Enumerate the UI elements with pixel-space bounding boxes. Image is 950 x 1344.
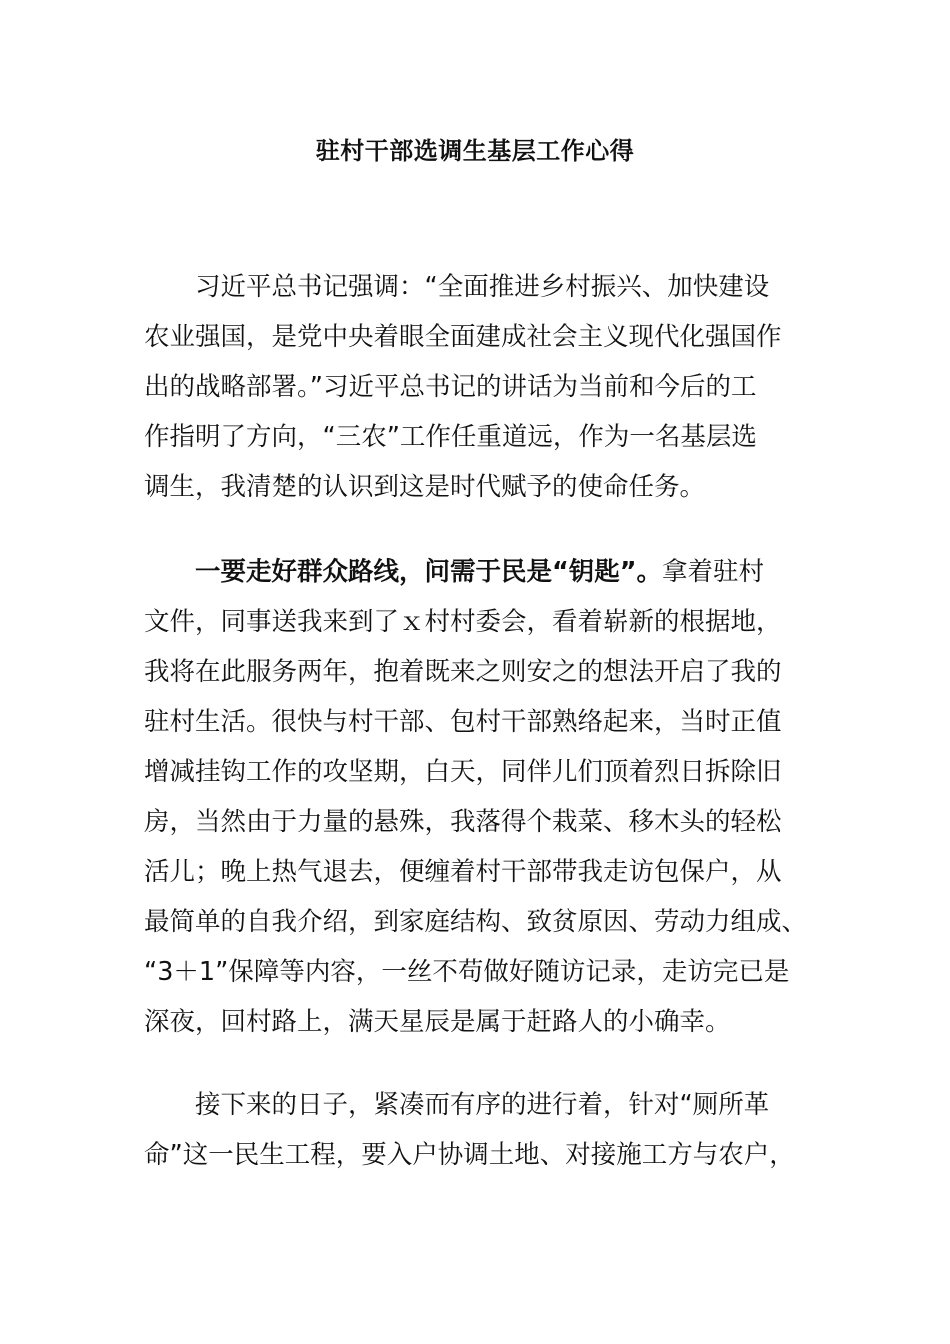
- paragraph-line: 文件，同事送我来到了ｘ村村委会，看着崭新的根据地，: [144, 607, 782, 637]
- paragraph-line: 调生，我清楚的认识到这是时代赋予的使命任务。: [144, 472, 706, 502]
- paragraph-line: 房，当然由于力量的悬殊，我落得个栽菜、移木头的轻松: [144, 807, 782, 837]
- paragraph-line: 命”这一民生工程，要入户协调土地、对接施工方与农户，: [144, 1140, 795, 1170]
- paragraph-line: 活儿；晚上热气退去，便缠着村干部带我走访包保户，从: [144, 857, 782, 887]
- document-title: 驻村干部选调生基层工作心得: [315, 137, 635, 165]
- paragraph-line: 作指明了方向，“三农”工作任重道远，作为一名基层选: [144, 422, 757, 452]
- section-heading: 一要走好群众路线，问需于民是“钥匙”。: [195, 557, 663, 587]
- paragraph-line: “3＋1”保障等内容，一丝不苟做好随访记录，走访完已是: [144, 957, 790, 987]
- paragraph-line: 出的战略部署。”习近平总书记的讲话为当前和今后的工: [144, 372, 757, 402]
- paragraph-3: [144, 1080, 814, 1180]
- paragraph-line: 接下来的日子，紧凑而有序的进行着，针对“厕所革: [195, 1090, 770, 1120]
- paragraph-line-rest: 拿着驻村: [662, 557, 765, 587]
- paragraph-line: 深夜，回村路上，满天星辰是属于赶路人的小确幸。: [144, 1007, 731, 1037]
- paragraph-line: 驻村生活。很快与村干部、包村干部熟络起来，当时正值: [144, 707, 782, 737]
- paragraph-line: 习近平总书记强调：“全面推进乡村振兴、加快建设: [195, 272, 770, 302]
- paragraph-1: [144, 262, 814, 512]
- paragraph-line: 农业强国，是党中央着眼全面建成社会主义现代化强国作: [144, 322, 782, 352]
- paragraph-line: 最简单的自我介绍，到家庭结构、致贫原因、劳动力组成、: [144, 907, 808, 937]
- paragraph-2: [144, 547, 814, 1047]
- paragraph-line: 我将在此服务两年，抱着既来之则安之的想法开启了我的: [144, 657, 782, 687]
- paragraph-first-line: [144, 547, 814, 597]
- paragraph-line: 增减挂钩工作的攻坚期，白天，同伴儿们顶着烈日拆除旧: [144, 757, 782, 787]
